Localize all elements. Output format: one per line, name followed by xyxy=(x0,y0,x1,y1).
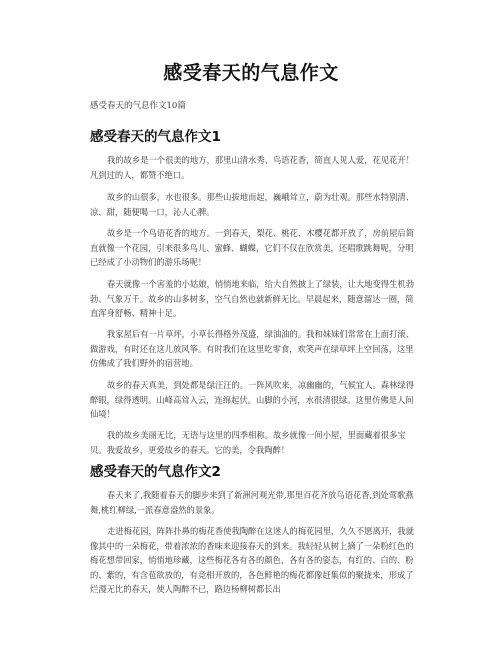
section-heading: 感受春天的气息作文1 xyxy=(90,129,221,145)
paragraph: 走进梅花园，阵阵扑鼻的梅花香使我陶醉在这迷人的梅花园里，久久不愿离开，我就像其中的一朵梅花，带着浓浓的香味来迎接春天的到来。我轻轻从树上摘了一朵粉红色的梅花想带回家，悄悄地珍藏，这些梅花各有各的颜色，各有各的姿态，有红的、白的、粉的、紫的，有含苞欲放的，有竞相开放的，各色鲜艳的梅花都像赶集似的聚拢来，形成了烂漫无比的春天，使人陶醉不已，路边杨柳树都长出 xyxy=(90,526,414,594)
document-title: 感受春天的气息作文 xyxy=(163,62,339,84)
paragraph: 春天来了,我随着春天的脚步来到了新洲河观光带,那里百花齐放鸟语花香,到处莺歌燕舞,桃红柳绿,一派春意盎然的景象。 xyxy=(90,490,414,515)
paragraph: 春天就像一个害羞的小姑娘，悄悄地来临，给大自然披上了绿装，让大地变得生机勃勃、气象万千。故乡的山多树多，空气自然也就新鲜无比。早晨起来，随意溜达一圈，简直浑身舒畅、精神十足。 xyxy=(90,279,414,318)
paragraph: 我的故乡美丽无比，无语与这里的四季相称。故乡就像一间小屋，里面藏着很多宝贝。我爱故乡，更爱故乡的春天。它的美，令我陶醉！ xyxy=(90,430,406,455)
paragraph: 我的故乡是一个很美的地方，那里山清水秀、鸟语花香，简直人见人爱，花见花开！凡到过的人，都赞不绝口。 xyxy=(90,155,414,180)
paragraph: 故乡是一个鸟语花香的地方。一到春天，梨花、桃花、木樱花都开放了，房前屋后简直就像一个花园，引来很多鸟儿、蜜蜂、蝴蝶，它们不仅在欣赏美，还唱歌跳舞呢，分明已经成了小动物们的游乐场呢！ xyxy=(90,228,414,267)
section-heading: 感受春天的气息作文2 xyxy=(90,464,221,480)
paragraph: 我家屋后有一片草坪，小草长得格外茂盛，绿油油的。我和妹妹们常常在上面打滚、做游戏，有时还在这儿放风筝。有时我们在这里吃零食，欢笑声在绿草坪上空回荡，这里仿佛成了我们野外的宿营地。 xyxy=(90,329,414,368)
paragraph: 故乡的春天真美，到处都是绿汪汪的。一阵风吹来，凉幽幽的，气候宜人。森林绿得醉眼，绿得透明。山峰高耸入云，连绵起伏。山脚的小河，水很清很绿。这里仿佛是人间仙境！ xyxy=(90,380,414,419)
paragraph: 故乡的山很多，水也很多。那些山拔地而起，巍峨耸立，蔚为壮观。那些水特别清、凉、甜，随便喝一口，沁人心脾。 xyxy=(90,192,414,217)
document-subtitle: 感受春天的气息作文10篇 xyxy=(90,101,186,111)
